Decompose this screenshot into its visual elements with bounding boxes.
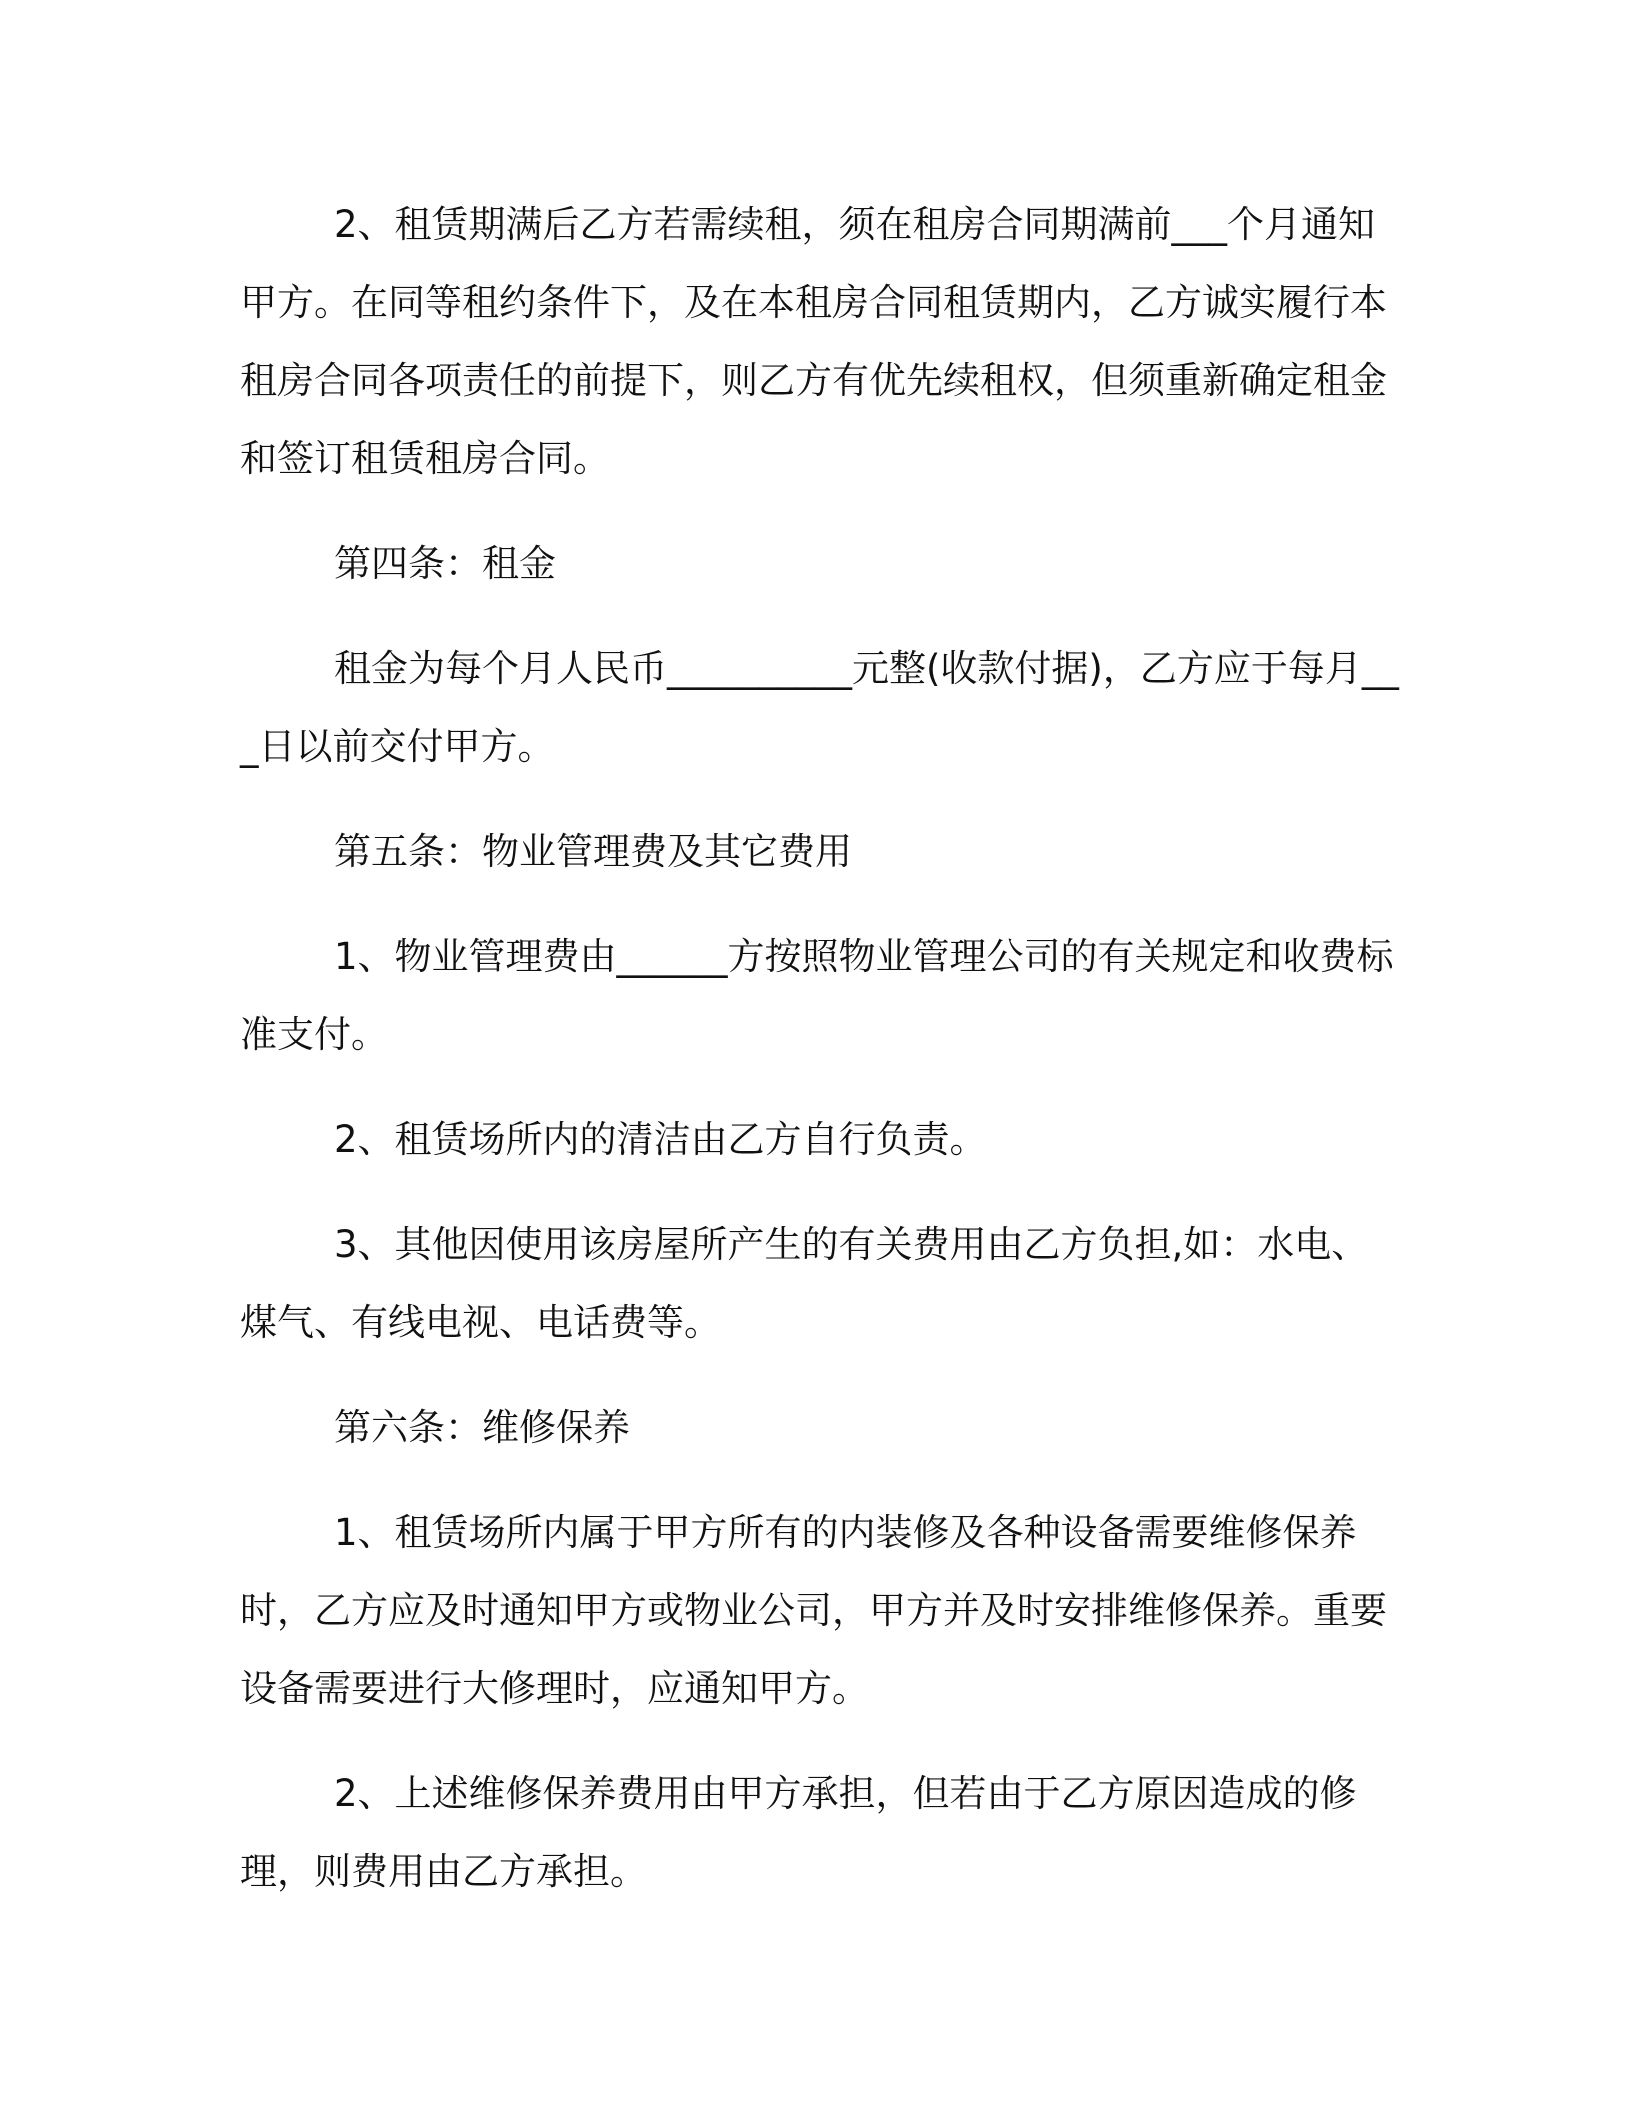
paragraph-rent-amount: 租金为每个月人民币__________元整(收款付据)，乙方应于每月___日以前交付甲方。 <box>240 647 1399 768</box>
article-4-heading: 第四条：租金 <box>334 542 556 585</box>
paragraph-other-fees: 3、其他因使用该房屋所产生的有关费用由乙方负担,如：水电、煤气、有线电视、电话费等。 <box>240 1223 1369 1344</box>
paragraph-cleaning: 2、租赁场所内的清洁由乙方自行负责。 <box>334 1118 987 1161</box>
paragraph-maintenance-1: 1、租赁场所内属于甲方所有的内装修及各种设备需要维修保养时，乙方应及时通知甲方或物业公司，甲方并及时安排维修保养。重要设备需要进行大修理时，应通知甲方。 <box>240 1511 1387 1710</box>
paragraph-renewal: 2、租赁期满后乙方若需续租，须在租房合同期满前___个月通知甲方。在同等租约条件下，及在本租房合同租赁期内，乙方诚实履行本租房合同各项责任的前提下，则乙方有优先续租权，但须重新确定租金和签订租赁租房合同。 <box>240 203 1387 480</box>
paragraph-maintenance-2: 2、上述维修保养费用由甲方承担，但若由于乙方原因造成的修理，则费用由乙方承担。 <box>240 1772 1357 1893</box>
paragraph-property-fee: 1、物业管理费由______方按照物业管理公司的有关规定和收费标准支付。 <box>240 935 1394 1056</box>
article-5-heading: 第五条：物业管理费及其它费用 <box>334 830 852 873</box>
article-6-heading: 第六条：维修保养 <box>334 1406 630 1449</box>
document-body <box>240 186 1400 1938</box>
